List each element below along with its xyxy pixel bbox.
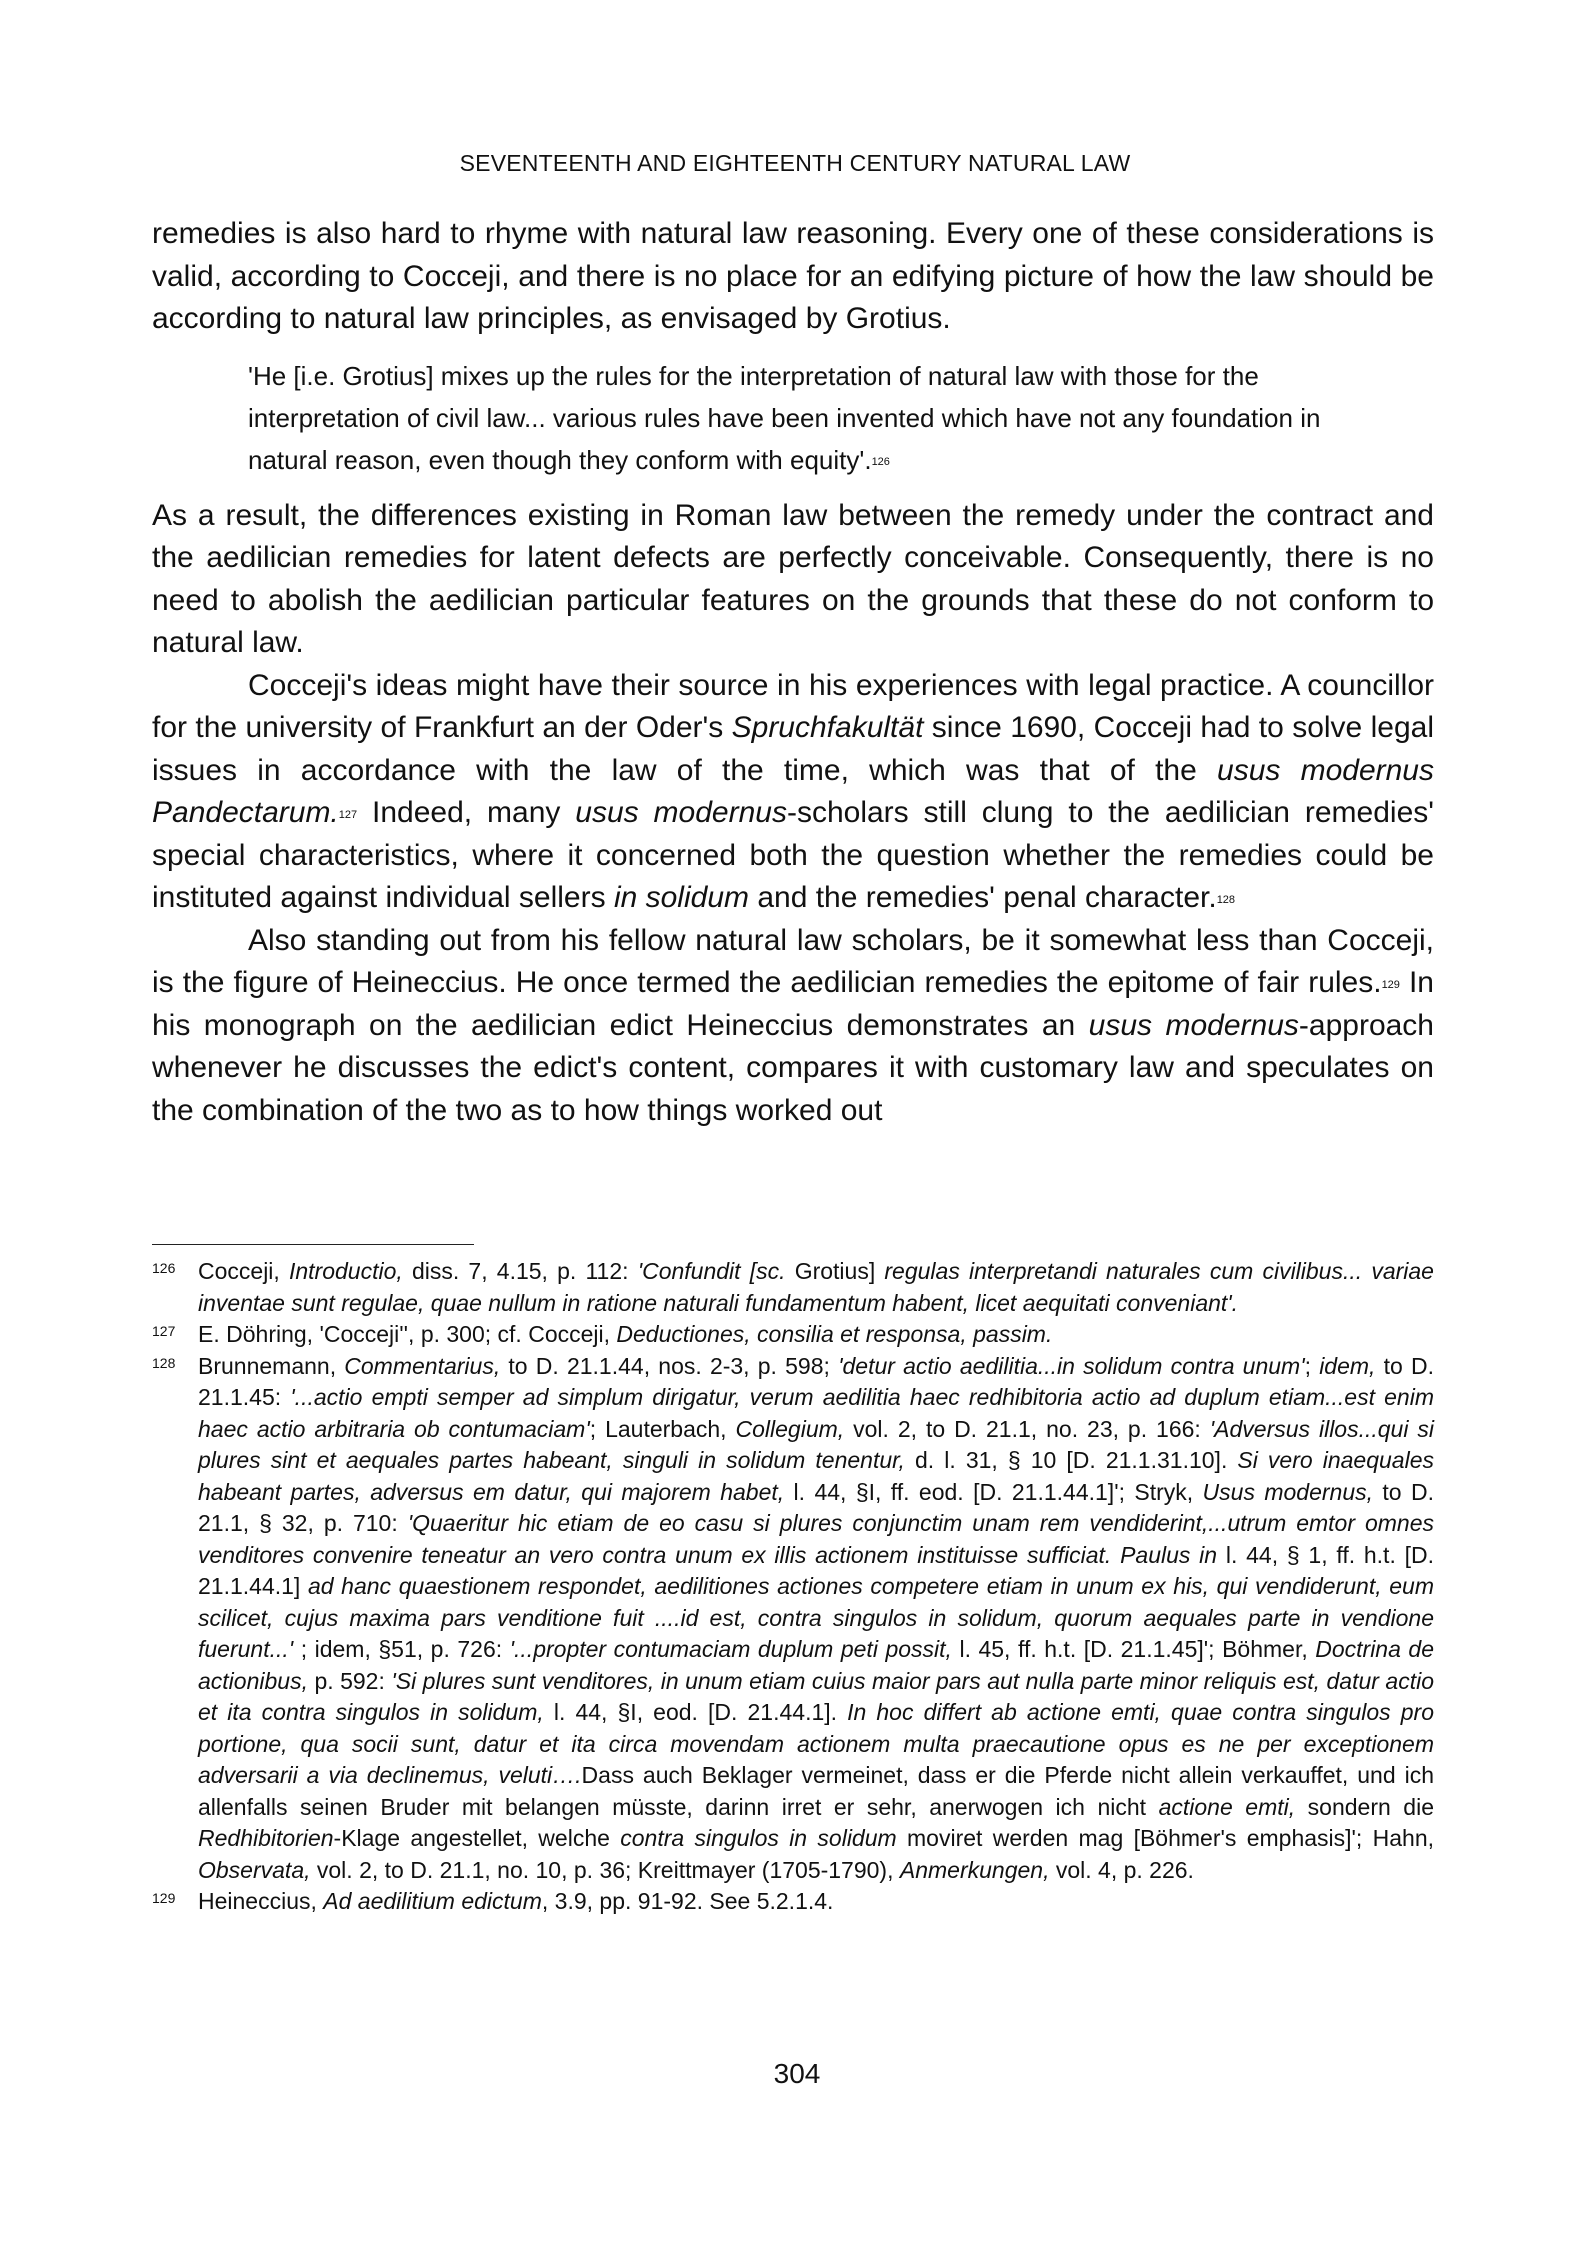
italic-term: Spruchfakultät <box>731 711 924 744</box>
footnote-ref-127[interactable]: 127 <box>338 809 358 821</box>
italic-term: Redhibitorien <box>198 1825 334 1851</box>
text-run: ; <box>1304 1352 1320 1379</box>
text-run: moviret werden mag [Böhmer's emphasis]'; Hahn, <box>896 1825 1435 1851</box>
footnote-text <box>198 1319 1434 1351</box>
footnote-ref-129[interactable]: 129 <box>1381 979 1400 991</box>
italic-term: 'Quaeritur hic etiam de eo casu si plures conjunctim unam rem vendiderint,...utrum emtor omnes venditores convenire teneatur an vero contra unum ex illis actionem instituisse sufficiat. Paulus in <box>198 1510 1434 1568</box>
footnote-126 <box>152 1256 1434 1319</box>
footnote-number: 126 <box>152 1260 176 1276</box>
text-run: Brunnemann, <box>198 1352 345 1379</box>
italic-term: Introductio, <box>288 1258 403 1284</box>
italic-term: Si vero inaequales habeant partes, adversus em datur, qui majorem habet, <box>198 1447 1434 1505</box>
italic-term: Deductiones, consilia et responsa, passim. <box>616 1321 1053 1347</box>
text-run: d. l. 31, § 10 [D. 21.1.31.10]. <box>904 1447 1238 1473</box>
text-run: l. 44, §I, ff. eod. [D. 21.1.44.1]'; Stryk, <box>784 1478 1203 1505</box>
text-run: Cocceji's ideas might have their source in his experiences with legal practice. A councillor for the university of Frankfurt an der Oder's <box>152 668 1434 744</box>
text-run: l. 44, §I, eod. [D. 21.44.1]. <box>543 1699 848 1725</box>
text-run: ; Lauterbach, <box>589 1415 736 1442</box>
text-run: Also standing out from his fellow natural law scholars, be it somewhat less than Cocceji, is the figure of Heineccius. He once termed the aedilician remedies the epitome of fair rules. <box>152 923 1434 999</box>
text-run: vol. 2, to D. 21.1, no. 23, p. 166: <box>844 1415 1210 1442</box>
italic-term: '...propter contumaciam duplum peti possit, <box>509 1636 952 1662</box>
text-run: E. Döhring, 'Cocceji'', p. 300; cf. Cocceji, <box>198 1321 617 1347</box>
footnotes <box>152 1256 1434 1918</box>
italic-term: sc. <box>756 1258 786 1284</box>
italic-term: 'Confundit [ <box>637 1258 757 1284</box>
text-run: -approach whenever he discusses the edict's content, compares it with customary law and speculates on the combination of the two as to how things worked out <box>152 1008 1434 1127</box>
text-run: since 1690, Cocceji had to solve legal issues in accordance with the law of the time, which was that of the <box>152 711 1434 787</box>
footnote-ref-128[interactable]: 128 <box>1216 894 1236 906</box>
italic-term: Commentarius, <box>344 1352 501 1379</box>
quote-text: 'He [i.e. Grotius] mixes up the rules for the interpretation of natural law with those for the interpretation of civil law... various rules have been invented which have not any foundation in natural reason, even though they conform with equity'. <box>248 360 1321 475</box>
main-text <box>152 213 1434 1132</box>
text-run: Heineccius, <box>198 1888 324 1914</box>
italic-term: Ad aedilitium edictum <box>323 1888 542 1914</box>
block-quote <box>248 355 1374 481</box>
italic-term: regulas interpretandi naturales cum civilibus... variae inventae sunt regulae, quae nullum in ratione naturali fundamentum habent, licet aequitati conveniant'. <box>198 1258 1434 1316</box>
text-run: p. 592: <box>307 1667 392 1694</box>
italic-term: usus modernus Pandectarum. <box>152 753 1434 829</box>
text-run: and the remedies' penal character. <box>749 881 1217 914</box>
text-run: , 3.9, pp. 91-92. See 5.2.1.4. <box>541 1888 834 1914</box>
italic-term: 'detur actio aedilitia...in solidum contra unum' <box>838 1352 1305 1379</box>
text-run: sondern die <box>1295 1793 1434 1820</box>
footnote-text <box>198 1886 1434 1918</box>
footnote-number: 128 <box>152 1354 176 1371</box>
italic-term: actione emti, <box>1158 1793 1296 1820</box>
paragraph-cocceji-practice <box>152 665 1434 920</box>
running-header: SEVENTEENTH AND EIGHTEENTH CENTURY NATURAL LAW <box>459 150 1131 176</box>
italic-term: Doctrina de actionibus, <box>198 1636 1434 1694</box>
italic-term: '...actio empti semper ad simplum dirigatur, verum aedilitia haec redhibitoria actio ad duplum etiam...est enim haec actio arbitraria ob contumaciam' <box>198 1384 1434 1442</box>
italic-term: Usus modernus, <box>1202 1478 1374 1505</box>
footnote-127 <box>152 1319 1434 1351</box>
footnote-number: 129 <box>152 1890 176 1906</box>
text-run: l. 45, ff. h.t. [D. 21.1.45]'; Böhmer, <box>951 1636 1316 1662</box>
text-run: to D. 21.1.45: <box>198 1352 1434 1410</box>
footnote-number: 127 <box>152 1323 176 1339</box>
text-run: Indeed, many <box>357 796 576 829</box>
text-run: -Klage angestellet, welche <box>333 1825 621 1851</box>
italic-term: ad hanc quaestionem respondet, aedilitiones actiones competere etiam in unum ex his, qui vendiderunt, eum scilicet, cujus maxima pars venditione fuit ....id est, contra singulos in solidum, quorum aequales parte in vendione fuerunt...' <box>198 1573 1434 1662</box>
italic-term: Observata, <box>198 1856 311 1883</box>
italic-term: 'Adversus illos...qui si plures sint et aequales partes habeant, singuli in solidum tenentur, <box>198 1415 1435 1473</box>
text-run: to D. 21.1, § 32, p. 710: <box>198 1478 1434 1536</box>
text-run: diss. 7, 4.15, p. 112: <box>402 1258 638 1284</box>
italic-term: Anmerkungen, <box>899 1856 1050 1883</box>
paragraph-result: As a result, the differences existing in Roman law between the remedy under the contract and the aedilician remedies for latent defects are perfectly conceivable. Consequently, there is no need to abolish the aedilician particular features on the grounds that these do not conform to natural law. <box>152 498 1434 659</box>
italic-term: in solidum <box>613 881 749 914</box>
footnote-text <box>198 1256 1434 1319</box>
footnote-129 <box>152 1886 1434 1918</box>
text-run: to D. 21.1.44, nos. 2-3, p. 598; <box>500 1352 839 1379</box>
text-run: vol. 4, p. 226. <box>1049 1856 1194 1883</box>
footnote-text <box>198 1351 1434 1887</box>
page-number: 304 <box>773 2058 821 2089</box>
text-run: l. 44, § 1, ff. h.t. [D. 21.1.44.1] <box>198 1541 1434 1599</box>
text-run: Cocceji, <box>198 1258 289 1284</box>
italic-term: usus modernus <box>1088 1008 1299 1042</box>
italic-term: In hoc differt ab actione emti, quae contra singulos pro portione, qua socii sunt, datur et ita circa movendam actionem multa praecautione opus es ne per exceptionem adversarii a via declinemus, veluti…. <box>198 1699 1435 1788</box>
text-run: vol. 2, to D. 21.1, no. 10, p. 36; Kreittmayer (1705-1790), <box>310 1856 900 1883</box>
italic-term: idem, <box>1319 1352 1376 1379</box>
text-run: -scholars still clung to the aedilician remedies' special characteristics, where it concerned both the question whether the remedies could be instituted against individual sellers <box>152 796 1434 914</box>
italic-term: 'Si plures sunt venditores, in unum etiam cuius maior pars aut nulla parte minor reliquis est, datur actio et ita contra singulos in solidum, <box>198 1667 1434 1725</box>
footnote-128 <box>152 1351 1434 1887</box>
footnote-divider <box>152 1244 474 1245</box>
italic-term: contra singulos in solidum <box>620 1825 897 1851</box>
text-run: Dass auch Beklager vermeinet, dass er die Pferde nicht allein verkauffet, und ich allenfalls seinen Bruder mit belangen müsste, darinn irret er sehr, anerwogen ich nicht <box>198 1762 1434 1820</box>
italic-term: usus modernus <box>575 796 787 829</box>
italic-term: Collegium, <box>735 1415 845 1442</box>
text-run: ; idem, §51, p. 726: <box>293 1636 510 1662</box>
paragraph-heineccius <box>152 920 1434 1133</box>
text-run: In his monograph on the aedilician edict Heineccius demonstrates an <box>152 966 1434 1042</box>
paragraph-continuation: remedies is also hard to rhyme with natural law reasoning. Every one of these considerations is valid, according to Cocceji, and there is no place for an edifying picture of how the law should be according to natural law principles, as envisaged by Grotius. <box>152 217 1434 335</box>
text-run: Grotius] <box>785 1258 885 1284</box>
footnote-ref-126[interactable]: 126 <box>871 455 890 468</box>
